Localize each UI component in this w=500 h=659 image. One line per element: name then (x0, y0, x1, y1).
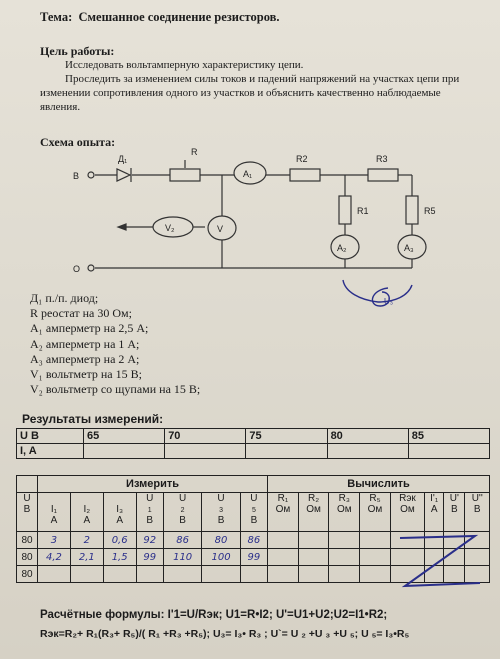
results-cell: 70 (165, 429, 246, 444)
table-cell: 2 (70, 532, 103, 549)
results-cell (165, 444, 246, 459)
table-cell: 99 (240, 549, 267, 566)
table-cell: 99 (136, 549, 163, 566)
results-title: Результаты измерений: (22, 412, 164, 426)
group-blank (17, 476, 38, 493)
goal-line-1: Исследовать вольтамперную характеристику цепи. (65, 59, 304, 71)
table-cell (298, 532, 329, 549)
terminal-b (88, 172, 94, 178)
col-header-u5: U 5 В (240, 493, 267, 532)
results-cell: 75 (246, 429, 327, 444)
table-cell (163, 566, 201, 583)
table-cell: 80 (17, 549, 38, 566)
label-r: R (191, 147, 198, 157)
label-a3: A₃ (404, 243, 414, 253)
col-header-u3: U 3 В (202, 493, 240, 532)
results-cell: I, A (17, 444, 84, 459)
table-cell: 86 (163, 532, 201, 549)
label-v2: V₂ (165, 223, 175, 233)
table-cell (329, 532, 360, 549)
goal-title: Цель работы: (40, 44, 115, 58)
results-table (16, 428, 490, 459)
table-cell: 110 (163, 549, 201, 566)
label-o: О (73, 264, 81, 274)
results-cell: U B (17, 429, 84, 444)
results-cell (246, 444, 327, 459)
table-cell (70, 566, 103, 583)
col-header-u2: U 2 В (163, 493, 201, 532)
resistor-r1 (339, 196, 351, 224)
col-header-r2: R₂ Ом (298, 493, 329, 532)
col-header-r1: R₁ Ом (268, 493, 299, 532)
results-row-u (17, 429, 490, 444)
label-b: В (73, 171, 80, 181)
results-row-i (17, 444, 490, 459)
table-cell (329, 549, 360, 566)
col-header-u1: U 1 В (136, 493, 163, 532)
col-header-r3: R₃ Ом (329, 493, 360, 532)
table-cell (268, 549, 299, 566)
label-d1: Д₁ (118, 154, 128, 164)
label-a2: A₂ (337, 243, 347, 253)
results-cell (408, 444, 489, 459)
label-r5: R5 (424, 206, 436, 216)
formulas-block (40, 606, 500, 644)
group-measure: Измерить (38, 476, 268, 493)
col-header-rek: Rэк Ом (390, 493, 424, 532)
table-cell (360, 532, 391, 549)
table-cell: 92 (136, 532, 163, 549)
legend-item: V₁ вольтметр на 15 В; (30, 367, 142, 382)
formula-line-2: Rэк=R₂+ R₁(R₃+ R₅)/( R₁ +R₃ +R₅); U₃= I₃• R₃ ; U`= U ₂ +U ₃ +U ₅; U ₅= I₃•R₅ (40, 628, 410, 640)
table-cell: 86 (240, 532, 267, 549)
table-cell: 0,6 (103, 532, 136, 549)
label-r2: R2 (296, 154, 308, 164)
topic-text: Смешанное соединение резисторов. (78, 10, 280, 24)
resistor-r2 (290, 169, 320, 181)
group-header-row (17, 476, 490, 493)
legend-item: V₂ вольтметр со щупами на 15 В; (30, 382, 201, 397)
col-header-i3: I₃ А (103, 493, 136, 532)
topic-label: Тема: (40, 10, 73, 24)
goal-line-2: Проследить за изменением силы токов и падений напряжений на участках цепи при изменении сопротивления одного из участков и объяснить качественно наблюдаемые явления. (40, 73, 460, 113)
results-cell: 65 (84, 429, 165, 444)
table-cell (268, 532, 299, 549)
table-cell (136, 566, 163, 583)
results-cell: 80 (327, 429, 408, 444)
table-cell (240, 566, 267, 583)
label-hand-u3: U₃ (384, 297, 394, 306)
label-r3: R3 (376, 154, 388, 164)
table-cell: 80 (17, 566, 38, 583)
legend-item: R реостат на 30 Ом; (30, 306, 132, 321)
results-cell (84, 444, 165, 459)
resistor-r5 (406, 196, 418, 224)
table-cell: 80 (202, 532, 240, 549)
diode-d1 (117, 169, 130, 181)
table-cell (360, 549, 391, 566)
formula-line-1: Расчётные формулы: I'1=U/Rэк; U1=R•I2; U'=U1+U2;U2=I1•R2; (40, 609, 388, 621)
col-header-r5: R₅ Ом (360, 493, 391, 532)
table-cell (360, 566, 391, 583)
col-header-u-prime: U' B (444, 493, 465, 532)
label-v1: V (217, 224, 224, 234)
schema-title: Схема опыта: (40, 135, 116, 149)
rheostat-r (170, 169, 200, 181)
table-cell (329, 566, 360, 583)
col-header-i2: I₂ А (70, 493, 103, 532)
col-header-i1: I₁ А (38, 493, 71, 532)
table-cell (38, 566, 71, 583)
table-cell (103, 566, 136, 583)
circuit-diagram (0, 0, 500, 306)
results-cell: 85 (408, 429, 489, 444)
table-cell: 1,5 (103, 549, 136, 566)
results-cell (327, 444, 408, 459)
resistor-r3 (368, 169, 398, 181)
legend-item: A₁ амперметр на 2,5 А; (30, 321, 149, 336)
table-cell: 2,1 (70, 549, 103, 566)
label-r1: R1 (357, 206, 369, 216)
terminal-o (88, 265, 94, 271)
legend-item: A₂ амперметр на 1 А; (30, 336, 140, 351)
group-compute: Вычислить (268, 476, 490, 493)
legend-item: A₃ амперметр на 2 А; (30, 351, 140, 366)
table-cell (268, 566, 299, 583)
table-cell: 3 (38, 532, 71, 549)
legend-list (30, 291, 200, 397)
hand-z-stroke (400, 536, 480, 586)
col-header-u: U В (17, 493, 38, 532)
table-cell: 100 (202, 549, 240, 566)
legend-item: Д₁ п./п. диод; (30, 291, 99, 305)
table-cell (202, 566, 240, 583)
probe-left-arrow (118, 224, 126, 230)
table-cell: 4,2 (38, 549, 71, 566)
column-header-row (17, 493, 490, 532)
col-header-u-double-prime: U'' B (465, 493, 490, 532)
table-cell (298, 566, 329, 583)
hand-z-mark (390, 528, 490, 598)
table-cell (298, 549, 329, 566)
table-cell: 80 (17, 532, 38, 549)
label-a1: A₁ (243, 169, 253, 179)
col-header-i1-prime: I'₁ A (425, 493, 444, 532)
